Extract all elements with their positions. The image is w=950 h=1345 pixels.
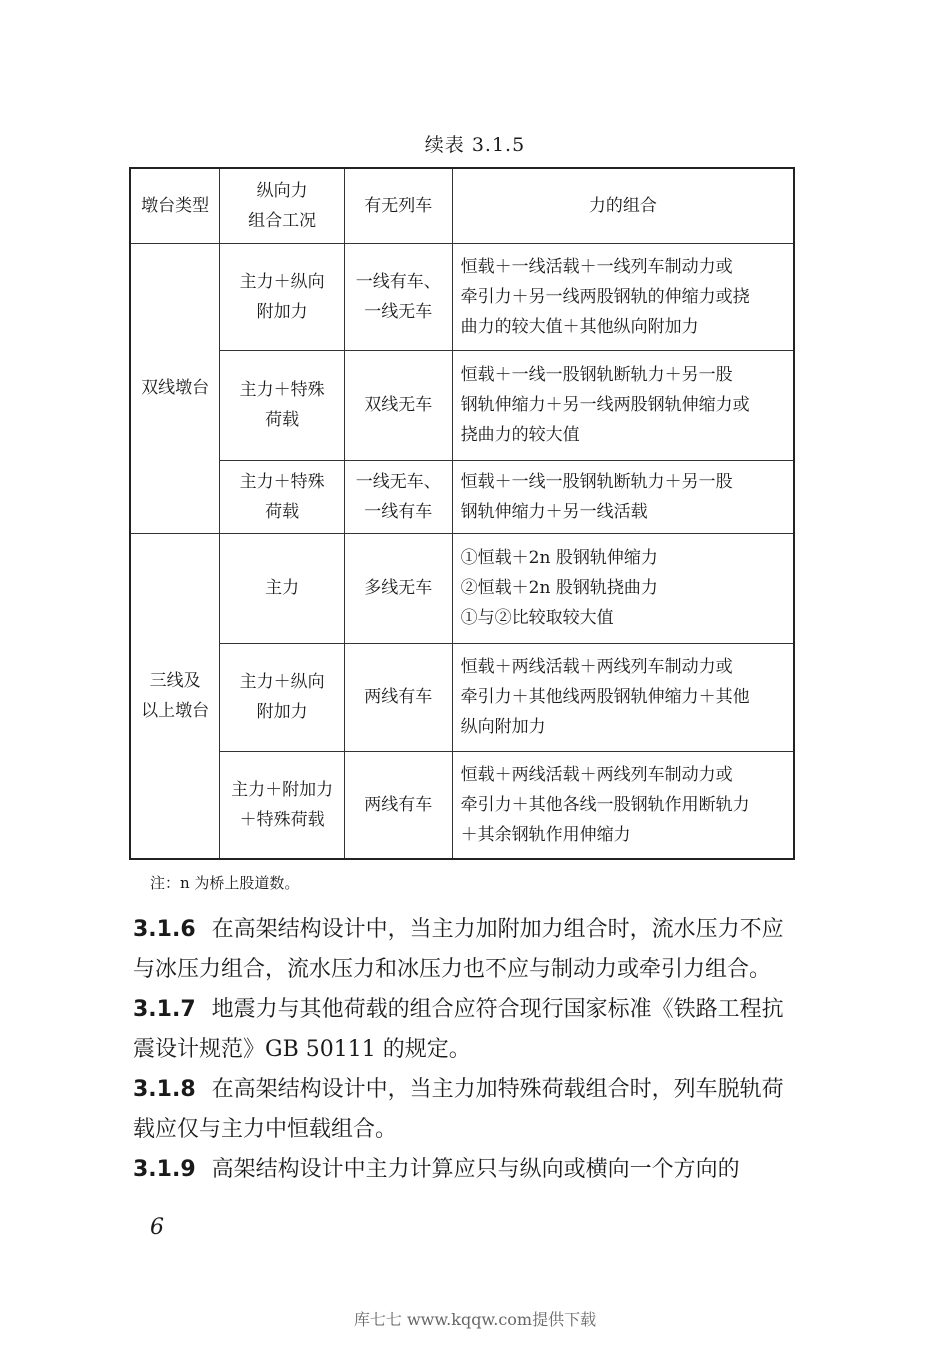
pier-type-cell <box>130 243 220 533</box>
load-case-cell <box>220 243 345 350</box>
train-cell <box>344 350 452 460</box>
table-row <box>130 533 794 643</box>
combination-cell <box>452 533 794 643</box>
load-case-cell <box>220 350 345 460</box>
combination-text: 恒载＋两线活载＋两线列车制动力或 牵引力＋其他各线一股钢轨作用断轨力 ＋其余钢轨作用伸缩力 <box>460 764 750 845</box>
train-text: 双线无车 <box>364 395 433 415</box>
header-load-case-text: 纵向力 组合工况 <box>248 180 317 231</box>
load-combination-table <box>129 167 795 860</box>
combination-cell <box>452 350 794 460</box>
combination-cell <box>452 243 794 350</box>
train-cell <box>344 460 452 533</box>
pier-type-text: 双线墩台 <box>141 378 210 398</box>
clause-text: 高架结构设计中主力计算应只与纵向或横向一个方向的 <box>211 1157 740 1182</box>
table-row <box>130 243 794 350</box>
clause-3-1-7 <box>133 990 803 1070</box>
train-cell <box>344 643 452 751</box>
train-text: 一线无车、 一线有车 <box>355 471 441 522</box>
table-header-row <box>130 168 794 243</box>
clause-number: 3.1.7 <box>133 997 196 1022</box>
clause-3-1-6 <box>133 910 803 990</box>
clause-text: 地震力与其他荷载的组合应符合现行国家标准《铁路工程抗震设计规范》GB 50111 的规定。 <box>133 997 784 1062</box>
table-row <box>130 350 794 460</box>
train-text: 两线有车 <box>364 687 433 707</box>
table-row <box>130 643 794 751</box>
clause-number: 3.1.9 <box>133 1157 196 1182</box>
combination-cell <box>452 643 794 751</box>
table-row <box>130 751 794 859</box>
load-case-cell <box>220 460 345 533</box>
train-cell <box>344 751 452 859</box>
load-case-text: 主力＋特殊 荷载 <box>239 471 325 522</box>
pier-type-cell <box>130 533 220 859</box>
clause-number: 3.1.6 <box>133 917 196 942</box>
combination-text: ①恒载＋2n 股钢轨伸缩力 ②恒载＋2n 股钢轨挠曲力 ①与②比较取较大值 <box>460 548 658 628</box>
load-case-cell <box>220 751 345 859</box>
clause-text: 在高架结构设计中，当主力加特殊荷载组合时，列车脱轨荷载应仅与主力中恒载组合。 <box>133 1077 784 1142</box>
train-cell <box>344 243 452 350</box>
pier-type-text: 三线及 以上墩台 <box>141 670 210 721</box>
train-cell <box>344 533 452 643</box>
load-case-cell <box>220 643 345 751</box>
load-case-cell <box>220 533 345 643</box>
load-case-text: 主力 <box>265 578 300 598</box>
clause-list <box>133 910 803 1190</box>
header-pier-type: 墩台类型 <box>130 168 220 243</box>
header-combination: 力的组合 <box>452 168 794 243</box>
combination-text: 恒载＋一线一股钢轨断轨力＋另一股 钢轨伸缩力＋另一线两股钢轨伸缩力或 挠曲力的较大值 <box>460 365 750 445</box>
load-case-text: 主力＋纵向 附加力 <box>239 271 325 322</box>
load-case-text: 主力＋附加力 ＋特殊荷载 <box>231 779 334 830</box>
header-train: 有无列车 <box>344 168 452 243</box>
combination-cell <box>452 751 794 859</box>
train-text: 一线有车、 一线无车 <box>355 271 441 322</box>
train-text: 两线有车 <box>364 794 433 815</box>
table-note: 注：n 为桥上股道数。 <box>150 874 300 892</box>
load-case-text: 主力＋纵向 附加力 <box>239 672 325 722</box>
header-load-case <box>220 168 345 243</box>
combination-text: 恒载＋一线活载＋一线列车制动力或 牵引力＋另一线两股钢轨的伸缩力或挠 曲力的较大值＋其他纵向附加力 <box>460 256 750 337</box>
combination-text: 恒载＋一线一股钢轨断轨力＋另一股 钢轨伸缩力＋另一线活载 <box>460 471 733 522</box>
table-row <box>130 460 794 533</box>
train-text: 多线无车 <box>364 578 433 598</box>
combination-cell <box>452 460 794 533</box>
table-caption: 续表 3.1.5 <box>424 134 526 156</box>
load-case-text: 主力＋特殊 荷载 <box>239 380 325 430</box>
clause-text: 在高架结构设计中，当主力加附加力组合时，流水压力不应与冰压力组合，流水压力和冰压力也不应与制动力或牵引力组合。 <box>133 917 784 982</box>
clause-3-1-9 <box>133 1150 803 1190</box>
download-footer: 库七七 www.kqqw.com提供下载 <box>353 1310 597 1329</box>
combination-text: 恒载＋两线活载＋两线列车制动力或 牵引力＋其他线两股钢轨伸缩力＋其他 纵向附加力 <box>460 657 750 737</box>
page-number: 6 <box>150 1215 164 1240</box>
clause-number: 3.1.8 <box>133 1077 196 1102</box>
clause-3-1-8 <box>133 1070 803 1150</box>
